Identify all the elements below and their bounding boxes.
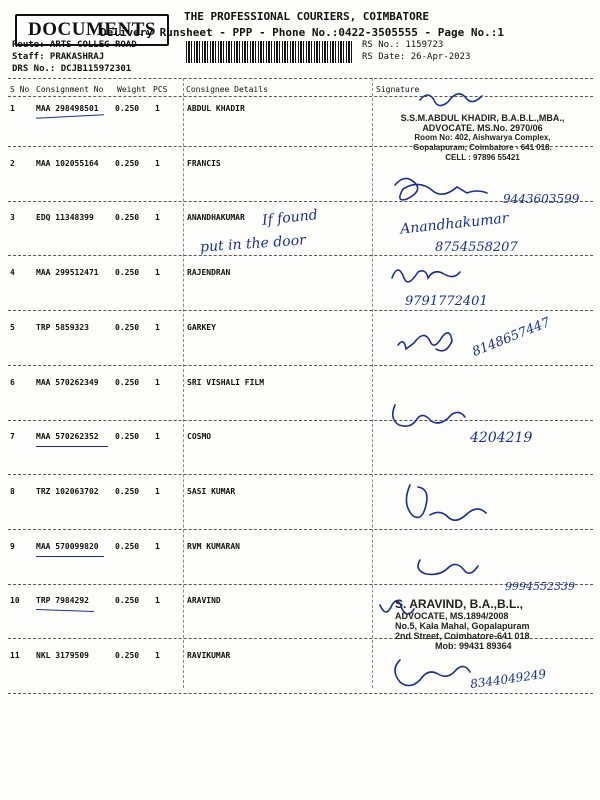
row-consignment: TRZ 102063702	[36, 486, 99, 496]
col-consignment: Consignment No	[36, 85, 104, 94]
signature-8	[406, 485, 486, 520]
row-consignee: ARAVIND	[187, 596, 221, 606]
row-consignment: MAA 299512471	[36, 268, 99, 278]
signature-11	[395, 660, 470, 686]
row-consignee: ANANDHAKUMAR	[187, 213, 245, 223]
signature-5	[398, 333, 452, 351]
row-weight: 0.250	[115, 651, 140, 660]
documents-stamp: DOCUMENTS	[15, 14, 169, 46]
row-sno: 11	[10, 651, 20, 660]
stamp-title: ADVOCATE. MS.No. 2970/06	[422, 123, 543, 133]
stamp-address: No.5, Kala Mahal, Gopalapuram	[395, 621, 530, 631]
row-pcs: 1	[155, 596, 160, 606]
row-consignment: MAA 570262352	[36, 432, 99, 442]
row-consignment: TRP 7984292	[36, 596, 89, 606]
row-consignee: RAVIKUMAR	[187, 651, 231, 660]
row-pcs: 1	[155, 158, 160, 168]
runsheet-title: Delivery Runsheet - PPP - Phone No.:0422-3505555 - Page No.:1	[100, 26, 504, 39]
row-consignee: FRANCIS	[187, 158, 221, 168]
row-sno: 2	[10, 158, 15, 168]
stamp-title: ADVOCATE, MS.1894/2008	[395, 611, 509, 621]
row-weight: 0.250	[115, 158, 140, 168]
signature-10	[380, 601, 414, 614]
staff: Staff: PRAKASHRAJ	[12, 52, 105, 62]
row-consignment: MAA 298498501	[36, 104, 99, 113]
row-pcs: 1	[155, 104, 160, 113]
col-pcs: PCS	[153, 85, 168, 94]
row-pcs: 1	[155, 541, 160, 551]
handwritten-phone: 8148657447	[470, 315, 553, 360]
col-consignee: Consignee Details	[186, 85, 268, 94]
row-pcs: 1	[155, 213, 160, 223]
rs-number: RS No.: 1159723	[362, 40, 444, 50]
signature-9	[418, 560, 478, 574]
row-consignee: SASI KUMAR	[187, 486, 236, 496]
col-sno: S No	[10, 85, 30, 94]
stamp-mobile: Mob: 99431 89364	[435, 641, 512, 651]
row-weight: 0.250	[115, 486, 140, 496]
row-weight: 0.250	[115, 596, 140, 606]
row-sno: 3	[10, 213, 15, 223]
row-consignee: ABDUL KHADIR	[187, 104, 245, 113]
row-consignee: COSMO	[187, 432, 212, 442]
row-pcs: 1	[155, 651, 160, 660]
row-sno: 5	[10, 322, 15, 332]
row-weight: 0.250	[115, 268, 140, 278]
stamp-name: S.S.M.ABDUL KHADIR, B.A.B.L.,MBA.,	[400, 113, 565, 123]
row-consignment: MAA 570262349	[36, 377, 99, 387]
row-consignment: MAA 570099820	[36, 541, 99, 551]
row-consignee: RAJENDRAN	[187, 268, 231, 278]
row-pcs: 1	[155, 486, 160, 496]
row-weight: 0.250	[115, 322, 140, 332]
row-consignment: TRP 5859323	[36, 322, 89, 332]
row-sno: 1	[10, 104, 15, 113]
handwritten-phone: 9443603599	[503, 192, 580, 206]
col-signature: Signature	[376, 85, 420, 94]
signature-4	[392, 270, 460, 282]
col-weight: Weight	[117, 85, 146, 94]
row-pcs: 1	[155, 268, 160, 278]
row-consignment: MAA 102055164	[36, 158, 99, 168]
handwritten-phone: 9791772401	[405, 294, 488, 309]
stamp-address: 2nd Street, Coimbatore-641 018	[395, 631, 530, 641]
handwritten-phone: 8344049249	[469, 666, 547, 692]
row-pcs: 1	[155, 432, 160, 442]
row-consignment: NKL 3179509	[36, 651, 89, 660]
row-consignee: SRI VISHALI FILM	[187, 377, 265, 387]
row-weight: 0.250	[115, 541, 140, 551]
row-sno: 6	[10, 377, 15, 387]
row-weight: 0.250	[115, 213, 140, 223]
drs-number: DRS No.: DCJB115972301	[12, 64, 132, 74]
signature-1	[420, 94, 482, 106]
handwritten-phone: 8754558207	[435, 240, 518, 255]
row-sno: 4	[10, 268, 15, 278]
handwritten-note: If found	[261, 207, 319, 229]
row-consignee: RVM KUMARAN	[187, 541, 240, 551]
route: Route: ARTS COLLEG ROAD	[12, 40, 137, 50]
signature-2	[395, 178, 487, 199]
row-sno: 8	[10, 486, 15, 496]
row-weight: 0.250	[115, 432, 140, 442]
stamp-address: Gopalapuram, Coimbatore - 641 018.	[413, 143, 552, 152]
row-weight: 0.250	[115, 377, 140, 387]
row-consignee: GARKEY	[187, 322, 216, 332]
stamp-cell: CELL : 97896 55421	[445, 153, 520, 162]
handwritten-note: put in the door	[199, 232, 307, 256]
handwritten-name: Anandhakumar	[399, 210, 510, 238]
stamp-name: S. ARAVIND, B.A.,B.L.,	[395, 597, 524, 611]
rs-date: RS Date: 26-Apr-2023	[362, 52, 471, 62]
row-weight: 0.250	[115, 104, 140, 113]
stamp-address: Room No: 402, Aishwarya Complex,	[414, 133, 551, 142]
row-sno: 7	[10, 432, 15, 442]
row-sno: 10	[10, 596, 20, 606]
row-sno: 9	[10, 541, 15, 551]
company-name: THE PROFESSIONAL COURIERS, COIMBATORE	[184, 10, 430, 23]
row-pcs: 1	[155, 377, 160, 387]
handwritten-phone: 4204219	[470, 430, 533, 446]
row-pcs: 1	[155, 322, 160, 332]
row-consignment: EDQ 11348399	[36, 213, 94, 223]
handwritten-phone: 9994552339	[505, 580, 575, 593]
signature-7	[393, 405, 465, 426]
